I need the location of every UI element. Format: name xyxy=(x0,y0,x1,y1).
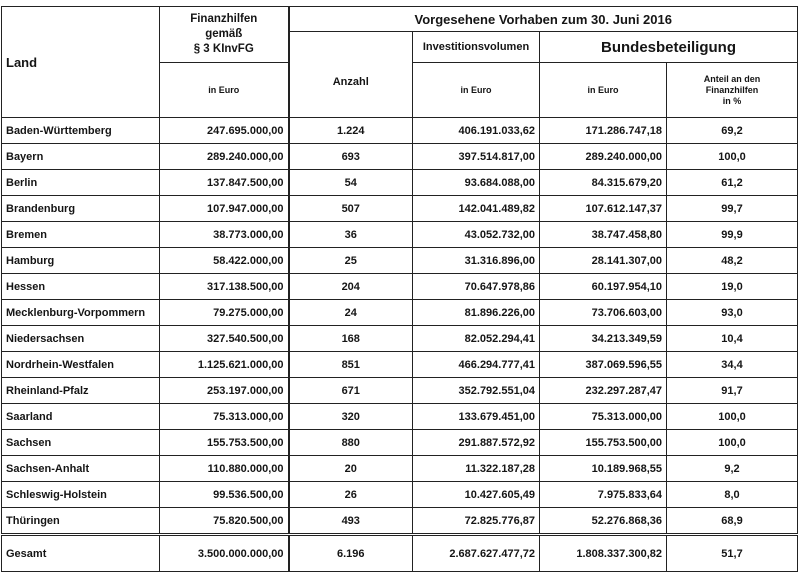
total-bundesbeteiligung: 1.808.337.300,82 xyxy=(540,535,667,572)
cell-anzahl: 204 xyxy=(289,274,413,300)
cell-bundesbeteiligung: 7.975.833,64 xyxy=(540,482,667,508)
table-row xyxy=(2,222,798,248)
cell-bundesbeteiligung: 232.297.287,47 xyxy=(540,378,667,404)
header-anteil-line3: in % xyxy=(722,95,742,106)
cell-finanzhilfen: 79.275.000,00 xyxy=(160,300,289,326)
cell-anzahl: 671 xyxy=(289,378,413,404)
cell-investitionsvolumen: 43.052.732,00 xyxy=(413,222,540,248)
table-row xyxy=(2,430,798,456)
cell-investitionsvolumen: 31.316.896,00 xyxy=(413,248,540,274)
funding-table xyxy=(1,6,798,572)
table-row xyxy=(2,118,798,144)
cell-investitionsvolumen: 397.514.817,00 xyxy=(413,144,540,170)
unit-investitionsvolumen: in Euro xyxy=(413,63,540,118)
cell-investitionsvolumen: 70.647.978,86 xyxy=(413,274,540,300)
cell-anteil: 100,0 xyxy=(667,404,798,430)
table-row xyxy=(2,456,798,482)
cell-anzahl: 54 xyxy=(289,170,413,196)
table-row xyxy=(2,170,798,196)
cell-anzahl: 24 xyxy=(289,300,413,326)
header-row-1 xyxy=(2,7,798,32)
cell-finanzhilfen: 155.753.500,00 xyxy=(160,430,289,456)
cell-finanzhilfen: 75.820.500,00 xyxy=(160,508,289,535)
cell-finanzhilfen: 247.695.000,00 xyxy=(160,118,289,144)
cell-finanzhilfen: 58.422.000,00 xyxy=(160,248,289,274)
header-finanzhilfen-line2: gemäß xyxy=(205,28,243,40)
total-anteil: 51,7 xyxy=(667,535,798,572)
cell-investitionsvolumen: 10.427.605,49 xyxy=(413,482,540,508)
cell-bundesbeteiligung: 289.240.000,00 xyxy=(540,144,667,170)
cell-anteil: 100,0 xyxy=(667,430,798,456)
cell-finanzhilfen: 38.773.000,00 xyxy=(160,222,289,248)
cell-investitionsvolumen: 133.679.451,00 xyxy=(413,404,540,430)
cell-finanzhilfen: 107.947.000,00 xyxy=(160,196,289,222)
cell-bundesbeteiligung: 75.313.000,00 xyxy=(540,404,667,430)
table-row xyxy=(2,144,798,170)
cell-bundesbeteiligung: 73.706.603,00 xyxy=(540,300,667,326)
cell-land: Bayern xyxy=(2,144,160,170)
cell-anteil: 48,2 xyxy=(667,248,798,274)
total-finanzhilfen: 3.500.000.000,00 xyxy=(160,535,289,572)
cell-investitionsvolumen: 11.322.187,28 xyxy=(413,456,540,482)
cell-anzahl: 493 xyxy=(289,508,413,535)
cell-investitionsvolumen: 81.896.226,00 xyxy=(413,300,540,326)
cell-land: Thüringen xyxy=(2,508,160,535)
cell-land: Saarland xyxy=(2,404,160,430)
header-finanzhilfen xyxy=(160,7,289,63)
cell-anzahl: 507 xyxy=(289,196,413,222)
total-investitionsvolumen: 2.687.627.477,72 xyxy=(413,535,540,572)
cell-finanzhilfen: 289.240.000,00 xyxy=(160,144,289,170)
table-row xyxy=(2,508,798,535)
cell-anzahl: 168 xyxy=(289,326,413,352)
cell-anteil: 91,7 xyxy=(667,378,798,404)
cell-bundesbeteiligung: 10.189.968,55 xyxy=(540,456,667,482)
cell-anteil: 99,7 xyxy=(667,196,798,222)
cell-finanzhilfen: 75.313.000,00 xyxy=(160,404,289,430)
table-row xyxy=(2,274,798,300)
cell-investitionsvolumen: 406.191.033,62 xyxy=(413,118,540,144)
cell-anzahl: 26 xyxy=(289,482,413,508)
header-anteil-line2: Finanzhilfen xyxy=(705,84,759,95)
cell-anteil: 34,4 xyxy=(667,352,798,378)
cell-anzahl: 851 xyxy=(289,352,413,378)
cell-land: Rheinland-Pfalz xyxy=(2,378,160,404)
cell-anteil: 93,0 xyxy=(667,300,798,326)
cell-bundesbeteiligung: 28.141.307,00 xyxy=(540,248,667,274)
table-row xyxy=(2,326,798,352)
header-bundesbeteiligung: Bundesbeteiligung xyxy=(540,32,798,63)
cell-land: Hamburg xyxy=(2,248,160,274)
cell-anteil: 69,2 xyxy=(667,118,798,144)
cell-anteil: 61,2 xyxy=(667,170,798,196)
cell-bundesbeteiligung: 107.612.147,37 xyxy=(540,196,667,222)
cell-anzahl: 320 xyxy=(289,404,413,430)
cell-anzahl: 880 xyxy=(289,430,413,456)
cell-land: Brandenburg xyxy=(2,196,160,222)
header-vorhaben: Vorgesehene Vorhaben zum 30. Juni 2016 xyxy=(289,7,798,32)
cell-bundesbeteiligung: 38.747.458,80 xyxy=(540,222,667,248)
header-investitionsvolumen: Investitionsvolumen xyxy=(413,32,540,63)
table-row xyxy=(2,300,798,326)
cell-bundesbeteiligung: 52.276.868,36 xyxy=(540,508,667,535)
cell-land: Berlin xyxy=(2,170,160,196)
cell-bundesbeteiligung: 171.286.747,18 xyxy=(540,118,667,144)
cell-land: Bremen xyxy=(2,222,160,248)
cell-land: Mecklenburg-Vorpommern xyxy=(2,300,160,326)
header-anzahl: Anzahl xyxy=(289,32,413,118)
cell-land: Baden-Württemberg xyxy=(2,118,160,144)
cell-anzahl: 36 xyxy=(289,222,413,248)
cell-finanzhilfen: 137.847.500,00 xyxy=(160,170,289,196)
cell-investitionsvolumen: 466.294.777,41 xyxy=(413,352,540,378)
cell-finanzhilfen: 253.197.000,00 xyxy=(160,378,289,404)
cell-anteil: 10,4 xyxy=(667,326,798,352)
cell-anteil: 8,0 xyxy=(667,482,798,508)
total-label: Gesamt xyxy=(2,535,160,572)
cell-anzahl: 1.224 xyxy=(289,118,413,144)
cell-anteil: 68,9 xyxy=(667,508,798,535)
table-row xyxy=(2,482,798,508)
cell-anzahl: 693 xyxy=(289,144,413,170)
cell-investitionsvolumen: 291.887.572,92 xyxy=(413,430,540,456)
cell-investitionsvolumen: 352.792.551,04 xyxy=(413,378,540,404)
cell-bundesbeteiligung: 387.069.596,55 xyxy=(540,352,667,378)
cell-bundesbeteiligung: 34.213.349,59 xyxy=(540,326,667,352)
cell-finanzhilfen: 317.138.500,00 xyxy=(160,274,289,300)
cell-anteil: 99,9 xyxy=(667,222,798,248)
table-row xyxy=(2,352,798,378)
table-row xyxy=(2,248,798,274)
header-land: Land xyxy=(2,7,160,118)
cell-finanzhilfen: 110.880.000,00 xyxy=(160,456,289,482)
unit-finanzhilfen: in Euro xyxy=(160,63,289,118)
cell-finanzhilfen: 99.536.500,00 xyxy=(160,482,289,508)
cell-anteil: 19,0 xyxy=(667,274,798,300)
header-finanzhilfen-line3: § 3 KInvFG xyxy=(193,43,254,55)
cell-investitionsvolumen: 142.041.489,82 xyxy=(413,196,540,222)
cell-finanzhilfen: 327.540.500,00 xyxy=(160,326,289,352)
table-row xyxy=(2,378,798,404)
cell-land: Schleswig-Holstein xyxy=(2,482,160,508)
unit-bundesbeteiligung: in Euro xyxy=(540,63,667,118)
cell-bundesbeteiligung: 60.197.954,10 xyxy=(540,274,667,300)
cell-land: Nordrhein-Westfalen xyxy=(2,352,160,378)
cell-land: Hessen xyxy=(2,274,160,300)
header-finanzhilfen-line1: Finanzhilfen xyxy=(190,13,258,25)
total-row xyxy=(2,535,798,572)
cell-investitionsvolumen: 82.052.294,41 xyxy=(413,326,540,352)
cell-land: Niedersachsen xyxy=(2,326,160,352)
header-anteil xyxy=(667,63,798,118)
cell-anzahl: 20 xyxy=(289,456,413,482)
cell-finanzhilfen: 1.125.621.000,00 xyxy=(160,352,289,378)
cell-land: Sachsen-Anhalt xyxy=(2,456,160,482)
cell-land: Sachsen xyxy=(2,430,160,456)
total-anzahl: 6.196 xyxy=(289,535,413,572)
table-row xyxy=(2,404,798,430)
cell-anteil: 100,0 xyxy=(667,144,798,170)
cell-bundesbeteiligung: 155.753.500,00 xyxy=(540,430,667,456)
cell-anzahl: 25 xyxy=(289,248,413,274)
header-anteil-line1: Anteil an den xyxy=(703,73,761,84)
table-row xyxy=(2,196,798,222)
cell-anteil: 9,2 xyxy=(667,456,798,482)
cell-investitionsvolumen: 93.684.088,00 xyxy=(413,170,540,196)
cell-investitionsvolumen: 72.825.776,87 xyxy=(413,508,540,535)
cell-bundesbeteiligung: 84.315.679,20 xyxy=(540,170,667,196)
